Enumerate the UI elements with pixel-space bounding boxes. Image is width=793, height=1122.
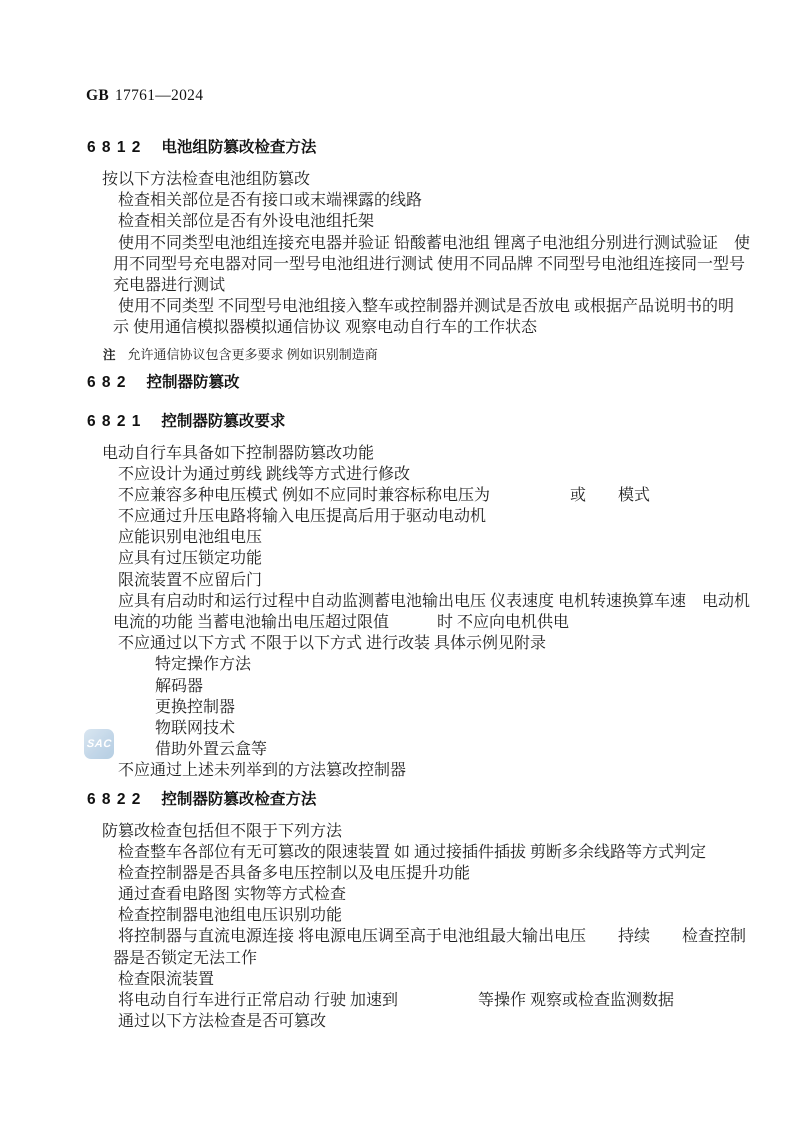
list-item-line: 不应通过升压电路将输入电压提高后用于驱动电动机 [118, 508, 487, 526]
section-heading [0, 372, 240, 394]
list-item-line: 检查相关部位是否有外设电池组托架 [118, 213, 375, 231]
clause-title: 控制器防篡改要求 [161, 412, 286, 430]
list-item-continuation-line: 器是否锁定无法工作 [113, 949, 258, 967]
sac-watermark-text: SAC [85, 738, 112, 750]
section-heading [0, 411, 285, 433]
note-label: 注 [103, 347, 116, 362]
list-item-line: 检查相关部位是否有接口或末端裸露的线路 [118, 192, 423, 210]
list-item-line: 不应设计为通过剪线 跳线等方式进行修改 [118, 465, 411, 483]
list-item-line: 使用不同类型电池组连接充电器并验证 铅酸蓄电池组 锂离子电池组分别进行测试验证 使 [118, 234, 751, 252]
note-text: 允许通信协议包含更多要求 例如识别制造商 [127, 346, 378, 362]
list-item-line: 限流装置不应留后门 [118, 571, 263, 589]
clause-title: 控制器防篡改 [146, 373, 240, 391]
list-item-line: 不应通过以下方式 不限于以下方式 进行改装 具体示例见附录 [118, 635, 547, 653]
sub-item-line: 特定操作方法 [155, 656, 252, 674]
section-heading [0, 789, 316, 811]
list-item-line: 应能识别电池组电压 [118, 529, 263, 547]
list-item-line: 检查控制器电池组电压识别功能 [118, 907, 343, 925]
list-item-line: 将电动自行车进行正常启动 行驶 加速到 等操作 观察或检查监测数据 [118, 992, 675, 1009]
list-item-line: 检查限流装置 [118, 970, 215, 988]
clause-title: 电池组防篡改检查方法 [161, 139, 317, 156]
list-item-line: 检查整车各部位有无可篡改的限速装置 如 通过接插件插拔 剪断多余线路等方式判定 [118, 843, 707, 861]
list-item-line: 通过以下方法检查是否可篡改 [118, 1013, 327, 1031]
list-item-continuation-line: 充电器进行测试 [113, 276, 226, 294]
list-item-line: 应具有启动时和运行过程中自动监测蓄电池输出电压 仪表速度 电机转速换算车速 电动机 [118, 592, 751, 610]
clause-number: 6 8 2 [87, 373, 127, 391]
list-item-line: 检查控制器是否具备多电压控制以及电压提升功能 [118, 864, 471, 882]
list-item-line: 不应兼容多种电压模式 例如不应同时兼容标称电压为 或 模式 [118, 486, 651, 504]
list-item-line: 不应通过上述未列举到的方法篡改控制器 [118, 762, 407, 780]
list-item-continuation-line: 电流的功能 当蓄电池输出电压超过限值 时 不应向电机供电 [113, 614, 570, 631]
standard-number: 17761—2024 [115, 87, 204, 104]
paragraph-line: 防篡改检查包括但不限于下列方法 [102, 822, 343, 840]
list-item-continuation-line: 示 使用通信模拟器模拟通信协议 观察电动自行车的工作状态 [113, 319, 538, 337]
list-item-line: 使用不同类型 不同型号电池组接入整车或控制器并测试是否放电 或根据产品说明书的明 [118, 298, 735, 316]
clause-number: 6 8 1 2 [87, 139, 142, 156]
clause-number: 6 8 2 2 [87, 790, 142, 808]
paragraph-line: 按以下方法检查电池组防篡改 [102, 171, 311, 188]
section-heading [0, 137, 316, 159]
clause-title: 控制器防篡改检查方法 [161, 790, 317, 808]
list-item-line: 通过查看电路图 实物等方式检查 [118, 886, 347, 904]
clause-number: 6 8 2 1 [87, 412, 142, 430]
sub-item-line: 借助外置云盒等 [155, 741, 268, 759]
list-item-line: 应具有过压锁定功能 [118, 550, 263, 568]
paragraph-line: 电动自行车具备如下控制器防篡改功能 [102, 444, 375, 462]
sub-item-line: 更换控制器 [155, 698, 236, 716]
sub-item-line: 物联网技术 [155, 719, 236, 737]
note [0, 345, 378, 365]
standard-code: GB [86, 87, 109, 104]
list-item-continuation-line: 用不同型号充电器对同一型号电池组进行测试 使用不同品牌 不同型号电池组连接同一型号 [113, 255, 746, 273]
list-item-line: 将控制器与直流电源连接 将电源电压调至高于电池组最大输出电压 持续 检查控制 [118, 928, 747, 946]
sub-item-line: 解码器 [155, 677, 204, 695]
